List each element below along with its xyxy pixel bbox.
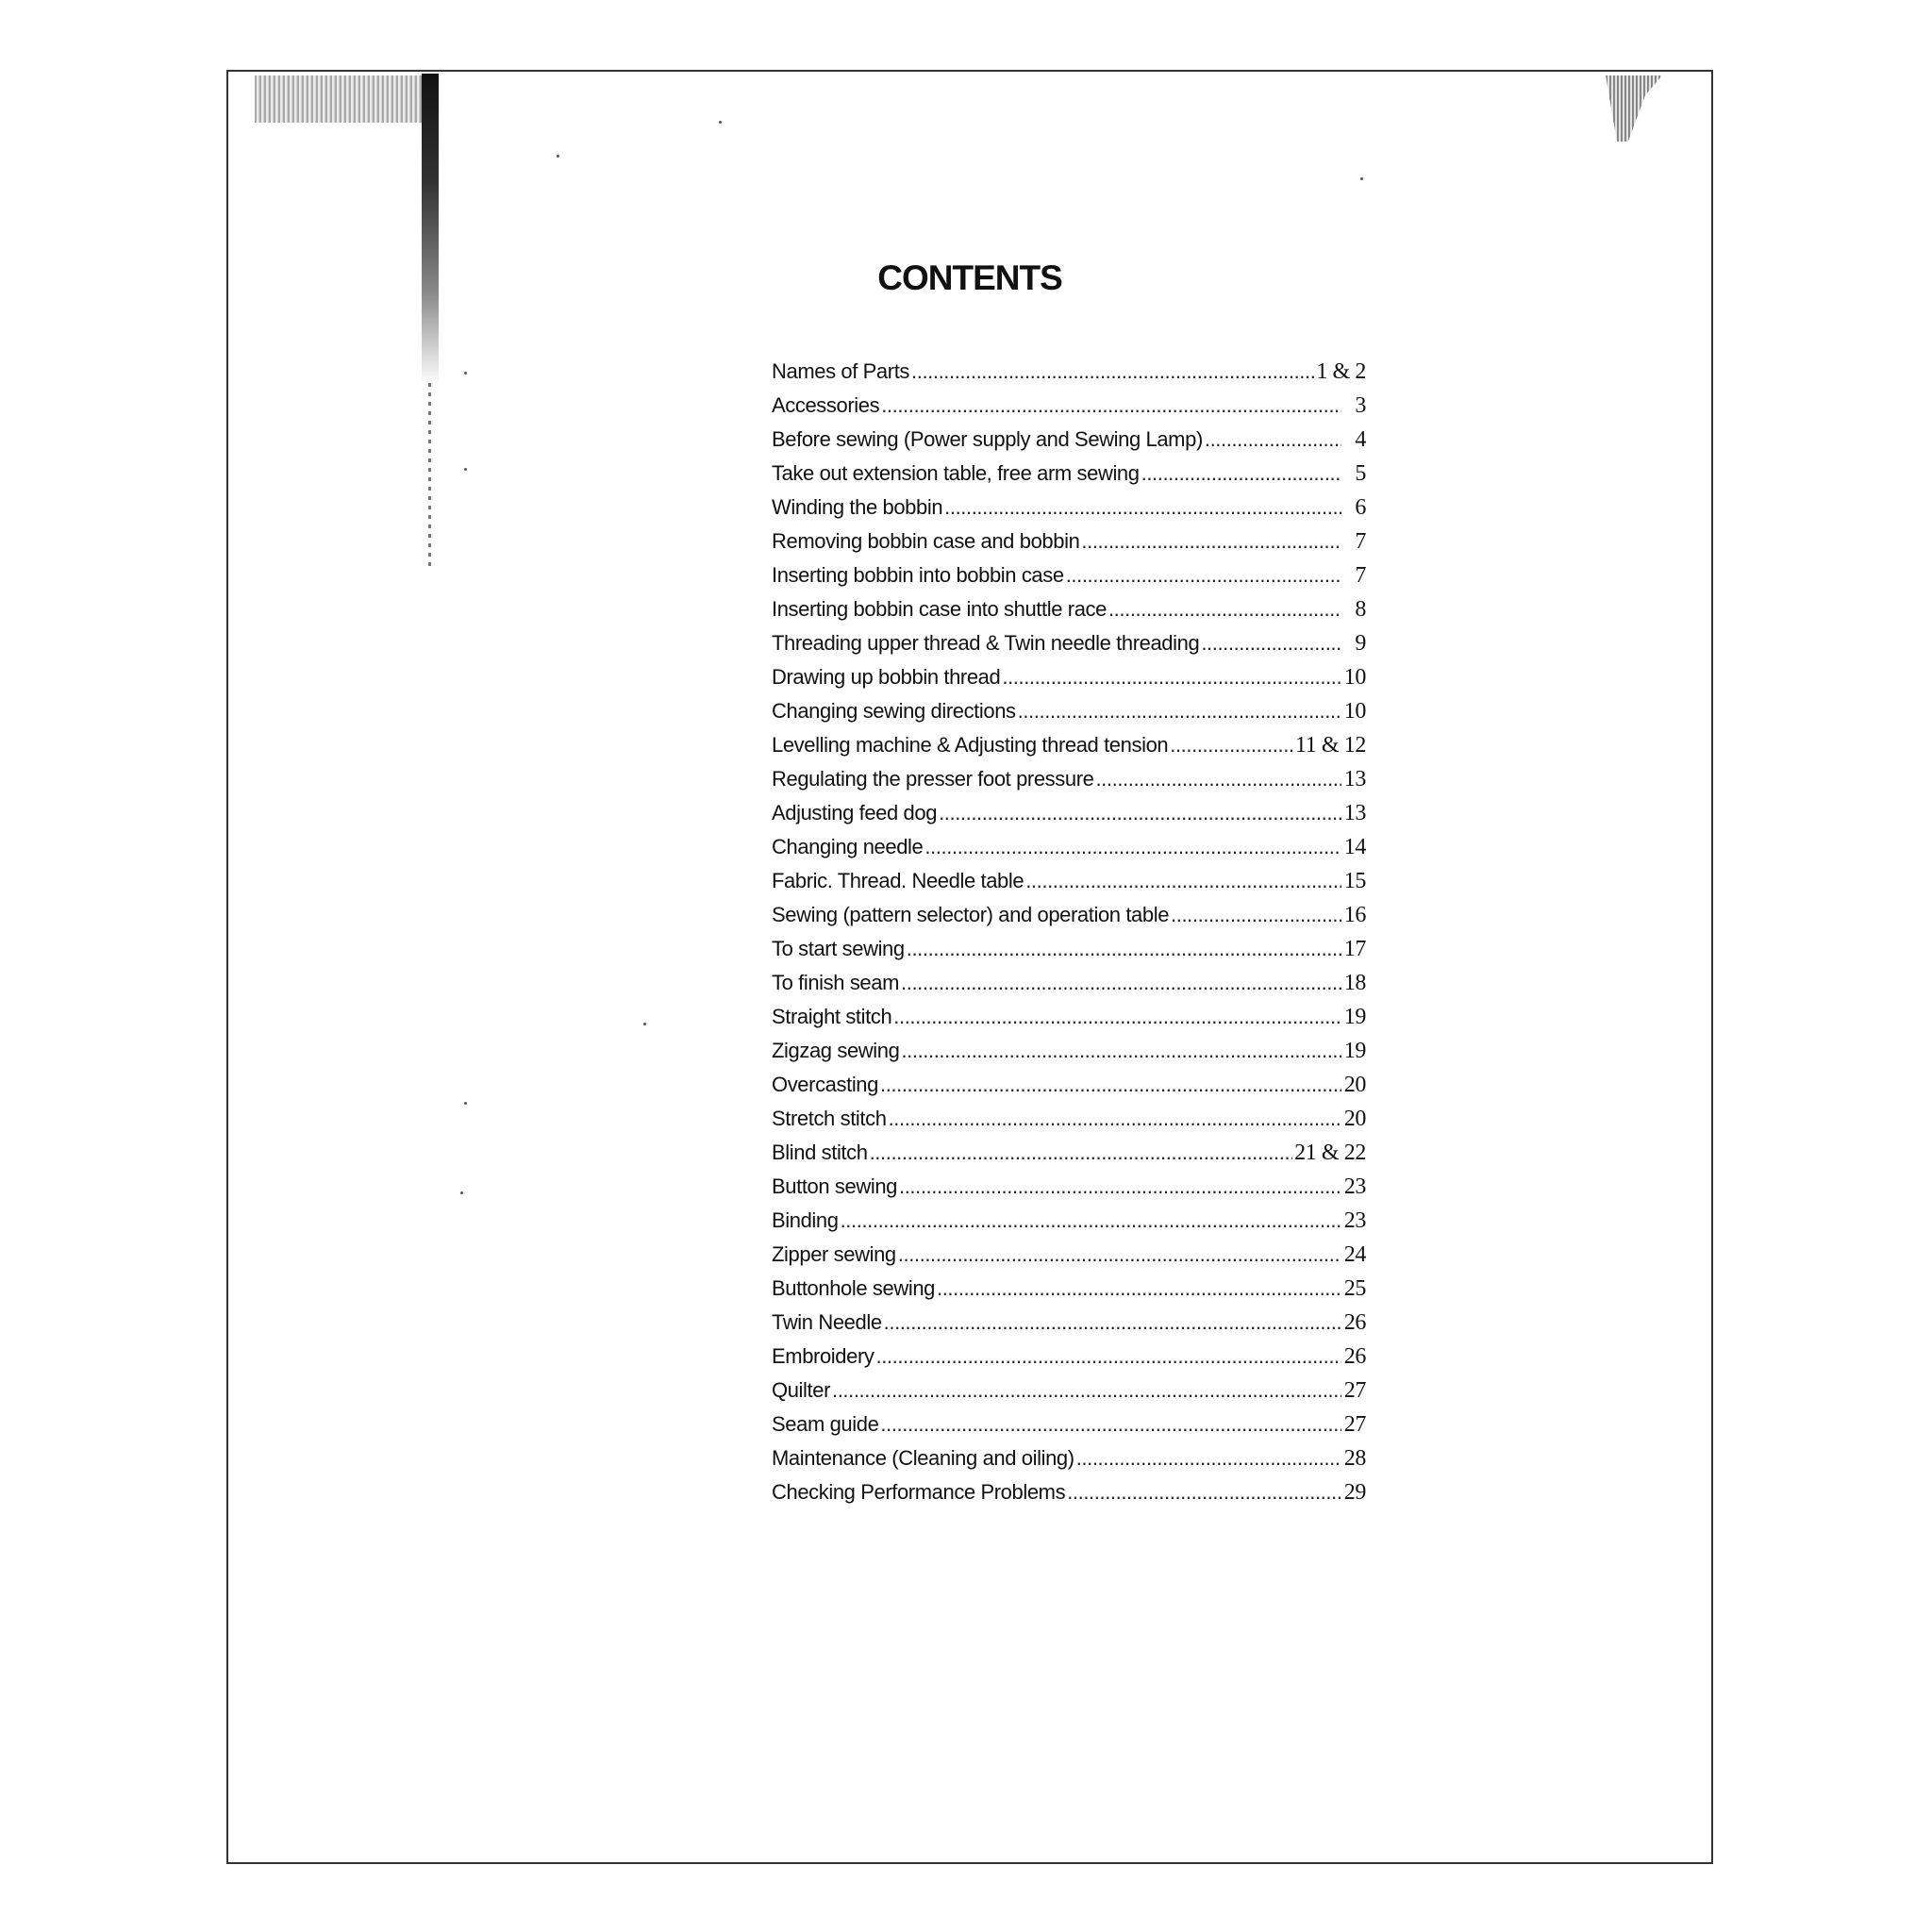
scan-speck [557,155,559,158]
scan-speck [464,468,467,471]
toc-entry-page: 17 [1343,937,1366,961]
toc-dot-leader [1067,1480,1341,1505]
toc-dot-leader [1076,1446,1341,1471]
toc-entry-page: 20 [1343,1073,1366,1097]
toc-dot-leader [1205,427,1341,452]
toc-entry-page: 23 [1343,1208,1366,1233]
toc-dot-leader [1066,563,1341,588]
toc-entry-label: Binding [772,1208,839,1232]
toc-entry [772,393,1366,427]
toc-entry [772,971,1366,1005]
toc-dot-leader [901,971,1341,995]
toc-entry [772,869,1366,903]
toc-entry-label: Zipper sewing [772,1242,896,1266]
toc-entry-label: Stretch stitch [772,1107,887,1130]
toc-dot-leader [899,1174,1341,1199]
toc-entry [772,1480,1366,1514]
toc-entry [772,1039,1366,1073]
toc-entry-label: To finish seam [772,971,900,994]
toc-dot-leader [898,1242,1341,1267]
toc-entry-label: Checking Performance Problems [772,1480,1066,1504]
toc-entry-label: Levelling machine & Adjusting thread tension [772,733,1169,757]
toc-entry [772,1005,1366,1039]
toc-entry [772,937,1366,971]
toc-dot-leader [1018,699,1341,724]
toc-entry-page: 11 & 12 [1295,733,1366,758]
toc-dot-leader [841,1208,1341,1233]
toc-entry-label: Sewing (pattern selector) and operation table [772,903,1170,926]
toc-entry-label: Winding the bobbin [772,495,943,519]
toc-dot-leader [1170,733,1293,758]
toc-entry [772,733,1366,767]
toc-entry-label: Removing bobbin case and bobbin [772,529,1080,553]
toc-entry-page: 13 [1343,767,1366,791]
toc-entry-page: 29 [1343,1480,1366,1505]
toc-dot-leader [889,1107,1341,1131]
toc-entry-page: 26 [1343,1344,1366,1369]
toc-entry [772,1446,1366,1480]
toc-dot-leader [1081,529,1341,554]
toc-dot-leader [1108,597,1341,622]
toc-entry-label: Buttonhole sewing [772,1276,935,1300]
toc-entry-label: Threading upper thread & Twin needle threading [772,631,1200,655]
toc-entry-page: 21 & 22 [1294,1141,1366,1165]
toc-dot-leader [1025,869,1341,893]
toc-entry [772,767,1366,801]
toc-entry [772,1208,1366,1242]
toc-entry [772,835,1366,869]
toc-entry-label: Inserting bobbin into bobbin case [772,563,1064,587]
toc-entry-page: 27 [1343,1412,1366,1437]
toc-entry-page: 4 [1355,427,1366,452]
toc-entry-page: 7 [1355,529,1366,554]
toc-dot-leader [1095,767,1341,791]
toc-entry [772,1378,1366,1412]
toc-entry-page: 20 [1343,1107,1366,1131]
toc-entry [772,495,1366,529]
toc-entry-label: Take out extension table, free arm sewing [772,461,1140,485]
toc-entry-label: Quilter [772,1378,830,1402]
toc-entry-label: Adjusting feed dog [772,801,938,824]
toc-entry-label: Twin Needle [772,1310,882,1334]
toc-entry-page: 3 [1355,393,1366,418]
toc-entry-label: Inserting bobbin case into shuttle race [772,597,1107,621]
scan-smudge-top-right [1606,75,1662,142]
scan-streak-left-faint [428,383,431,572]
toc-entry [772,1344,1366,1378]
toc-dot-leader [911,359,1314,384]
table-of-contents [772,359,1366,1514]
toc-entry [772,1073,1366,1107]
toc-entry-label: Before sewing (Power supply and Sewing Lamp) [772,427,1203,451]
toc-entry-page: 26 [1343,1310,1366,1335]
toc-entry-label: Maintenance (Cleaning and oiling) [772,1446,1074,1470]
toc-entry-page: 25 [1343,1276,1366,1301]
toc-dot-leader [884,1310,1341,1335]
toc-dot-leader [1201,631,1341,656]
scan-speck [460,1191,463,1194]
toc-entry [772,699,1366,733]
toc-entry-page: 23 [1343,1174,1366,1199]
toc-dot-leader [907,937,1341,961]
toc-entry [772,427,1366,461]
toc-entry-label: Seam guide [772,1412,879,1436]
toc-entry [772,461,1366,495]
toc-entry-page: 14 [1343,835,1366,859]
toc-entry-label: Fabric. Thread. Needle table [772,869,1024,892]
toc-dot-leader [870,1141,1293,1165]
scan-speck [464,1102,467,1105]
toc-entry-label: Regulating the presser foot pressure [772,767,1094,791]
toc-entry [772,529,1366,563]
toc-entry-label: Names of Parts [772,359,910,383]
toc-entry-label: Straight stitch [772,1005,892,1028]
toc-entry-page: 13 [1343,801,1366,825]
toc-dot-leader [880,1412,1341,1437]
scan-streak-left [422,74,439,385]
toc-entry-page: 24 [1343,1242,1366,1267]
toc-dot-leader [944,495,1341,520]
toc-entry-page: 19 [1343,1005,1366,1029]
toc-entry [772,563,1366,597]
toc-entry-page: 8 [1355,597,1366,622]
toc-entry-page: 7 [1355,563,1366,588]
toc-entry [772,1141,1366,1174]
toc-entry-label: Overcasting [772,1073,878,1096]
toc-entry [772,665,1366,699]
toc-entry-label: Blind stitch [772,1141,868,1164]
toc-entry [772,903,1366,937]
toc-entry-page: 18 [1343,971,1366,995]
toc-entry [772,1310,1366,1344]
toc-entry-label: Embroidery [772,1344,874,1368]
toc-dot-leader [880,1073,1341,1097]
toc-entry-page: 19 [1343,1039,1366,1063]
scan-speck [643,1023,646,1025]
toc-entry-label: To start sewing [772,937,905,960]
toc-dot-leader [881,393,1341,418]
toc-dot-leader [937,1276,1341,1301]
toc-entry [772,1107,1366,1141]
toc-entry [772,359,1366,393]
toc-entry-page: 6 [1355,495,1366,520]
toc-entry [772,597,1366,631]
toc-entry [772,801,1366,835]
toc-entry-label: Drawing up bobbin thread [772,665,1001,689]
toc-entry-label: Changing sewing directions [772,699,1016,723]
toc-entry-page: 5 [1355,461,1366,486]
toc-entry [772,1276,1366,1310]
toc-entry-label: Changing needle [772,835,924,858]
toc-dot-leader [875,1344,1341,1369]
toc-entry-label: Button sewing [772,1174,897,1198]
toc-entry [772,1242,1366,1276]
toc-entry-page: 1 & 2 [1316,359,1366,384]
toc-entry [772,1174,1366,1208]
toc-dot-leader [832,1378,1341,1403]
toc-entry-label: Zigzag sewing [772,1039,900,1062]
toc-dot-leader [939,801,1341,825]
toc-dot-leader [1171,903,1341,927]
toc-entry-page: 27 [1343,1378,1366,1403]
toc-entry [772,631,1366,665]
scan-speck [719,121,722,124]
toc-dot-leader [1141,461,1341,486]
scan-smudge-top-left [255,75,434,123]
toc-dot-leader [1002,665,1341,690]
scan-speck [1360,177,1363,180]
toc-dot-leader [893,1005,1341,1029]
toc-entry [772,1412,1366,1446]
toc-entry-page: 15 [1343,869,1366,893]
toc-dot-leader [924,835,1341,859]
toc-entry-page: 10 [1343,699,1366,724]
scanned-page [226,70,1713,1864]
toc-entry-page: 9 [1355,631,1366,656]
toc-entry-page: 28 [1343,1446,1366,1471]
page-title: CONTENTS [877,258,1062,297]
scan-speck [464,372,467,375]
toc-entry-page: 10 [1343,665,1366,690]
toc-entry-label: Accessories [772,393,880,417]
toc-entry-page: 16 [1343,903,1366,927]
toc-dot-leader [901,1039,1341,1063]
